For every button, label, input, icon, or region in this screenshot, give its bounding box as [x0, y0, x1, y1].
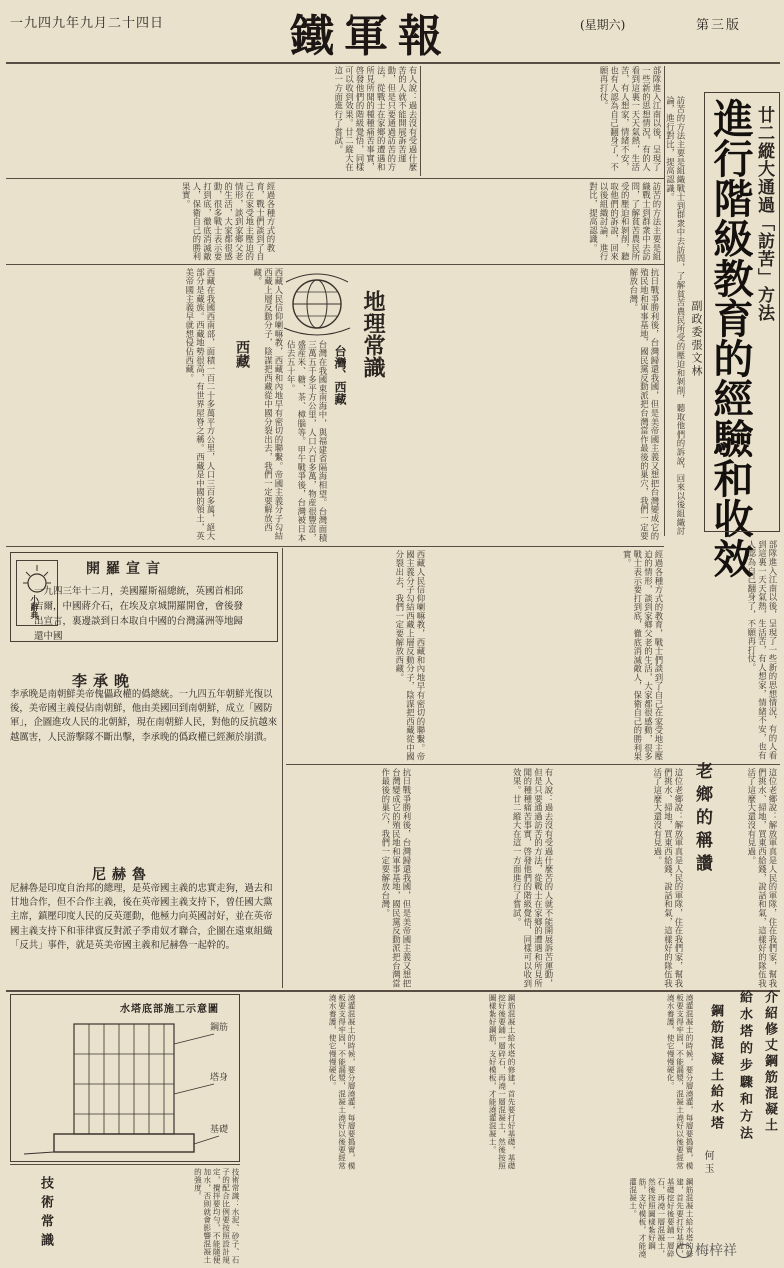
- geography-column: 西藏在我國西南部，面積一百二十多萬平方公里，人口三百多萬，絕大部分是藏族。西藏地勢很高，有世界屋脊之稱。西藏是中國的領土，英美帝國主義早就想侵佔西藏。: [184, 268, 216, 541]
- top-left-article: 有人說：過去沒有受過什麼苦的人就不能開展訴苦運動，但是只要通過訪苦的方法，從戰士在家鄉的遭遇和所見所聞的種種痛苦事實，啓發他們的階級覺悟，同樣可以收到效果。廿二縱大在這一方面進行了嘗試。: [333, 66, 418, 172]
- headline-frame: [704, 92, 780, 578]
- old-article-title: 老鄉的稱讚: [692, 762, 712, 877]
- lead-article: 訪苦的方法主要是組織戰士到群衆中去訪問，了解貧苦農民所受的壓迫和剝削，聽取他們的訴說，回來以後組織討論，進行對比，提高認識。: [665, 96, 686, 536]
- section-rule: [6, 264, 664, 265]
- old-article-body: 這位老鄉說：解放軍真是人民的軍隊，住在我們家，幫我們挑水、掃地，買東西給錢，說話和氣，這樣好的隊伍我活了這麼大還沒有見過。: [652, 768, 684, 988]
- water-tower-title: 介紹修丈鋼筋混凝土: [762, 990, 777, 1134]
- technique-article: 澆灌混凝土的時候，要分層澆灌，每層要搗實，模板要支得牢固，不能漏漿，混凝土澆好以後要經常澆水養護，使它慢慢硬化。: [328, 994, 356, 1170]
- article-block: 訪苦的方法主要是組織戰士到群衆中去訪問，了解貧苦農民所受的壓迫和剝削，聽取他們的訴說，回來以後組織討論，進行對比，提高認識。: [588, 182, 662, 262]
- water-tower-diagram: [14, 1014, 236, 1160]
- headline-author: 副政委張文林: [690, 300, 703, 378]
- section-rule: [6, 990, 780, 992]
- middle-article: 有人說：過去沒有受過什麼苦的人就不能開展訴苦運動，但是只要通過訪苦的方法，從戰士在家鄉的遭遇和所見所聞的種種痛苦事實，啓發他們的階級覺悟，同樣可以收到效果。廿二縱大在這一方面進行了嘗試。: [512, 768, 554, 988]
- top-right-article: 部隊進入江南以後，呈現了一些新的思想情況，有的人看到這裏一天天氣熱，生活苦，有人想家，情緒不安，也有人認為自己翻身了，不願再打仗。: [599, 66, 662, 172]
- water-tower-subtitle: 給水塔的步驟和方法: [737, 990, 752, 1143]
- section-rule: [6, 178, 664, 179]
- nehru-text: 尼赫魯是印度自治邦的總理，是英帝國主義的忠實走狗，過去和甘地合作，但不合作主義，後在英帝國主義支持下，曾任國大黨主席，鎮壓印度人民的反英運動，他極力向英國討好，並在英帝國主義支持下和菲律賓反對派子季甫奴才聯合，企圖在遠東組織「反共」事件，就是英美帝國主義和尼赫魯一起幹的。: [10, 883, 273, 951]
- geography-lead: 台灣、西藏: [333, 345, 347, 405]
- right-article: 這位老鄉說：解放軍真是人民的軍隊，住在我們家，幫我們挑水、掃地，買東西給錢，說話和氣，這樣好的隊伍我活了這麼大還沒有見過。: [746, 768, 778, 988]
- nehru-heading: 尼赫魯: [92, 867, 152, 883]
- diagram-label: 鋼筋: [210, 1023, 229, 1033]
- middle-article: 經過各種方式的教育，戰士們談到了自己在家受地主壓迫的情形，談到家鄉父老的生活，大家都很感動，很多戰士表示要打到底，徹底消滅敵人，保衛自己的勝利果實。: [622, 550, 664, 761]
- tech-title: 技術常識: [38, 1176, 53, 1252]
- middle-article: 西藏人民信仰喇嘛教，西藏和內地早有密切的聯繫。帝國主義分子勾結西藏上層反動分子，陰謀把西藏從中國分裂出去，我們一定要解放西藏。: [394, 550, 426, 761]
- geography-column: 台灣在我國東南海中，與福建省隔海相望。台灣面積三萬五千多平方公里，人口六百多萬，物産很豐富，盛産米、糖、茶、樟腦等。甲午戰爭後，台灣被日本佔去五十年。: [286, 340, 328, 543]
- cairo-text: 一九四三年十二月，美國羅斯福總統，英國首相邱吉爾，中國蔣介石，在埃及京城開羅開會，會後發出宣言，裏邊談到日本取自中國的台灣滿洲等地歸還中國: [34, 586, 244, 642]
- globe-icon: [280, 268, 354, 338]
- taiwan-article: 抗日戰爭勝利後，台灣歸還我國，但是美帝國主義又想把台灣變成它的殖民地和軍事基地，國民黨反動派把台灣當作最後的巢穴，我們一定要解放台灣。: [628, 268, 660, 541]
- diagram-label: 塔身: [210, 1073, 229, 1083]
- diagram-label: 基礎: [210, 1125, 229, 1135]
- column-rule: [282, 548, 283, 988]
- column-rule: [420, 66, 421, 176]
- xizang-heading: 西藏: [234, 340, 250, 368]
- right-article: 部隊進入江南以後，呈現了一些新的思想情況，有的人看到這裏一天天氣熱，生活苦，有人想家，情緒不安，也有人認為自己翻身了，不願再打仗。: [746, 540, 778, 760]
- water-tower-author: 何玉: [702, 1150, 713, 1176]
- masthead-date: 一九四九年九月二十四日: [10, 16, 165, 31]
- technique-article: 澆灌混凝土的時候，要分層澆灌，每層要搗實，模板要支得牢固，不能漏漿，混凝土澆好以後要經常澆水養護，使它慢慢硬化。: [666, 994, 694, 1170]
- geography-column: 西藏人民信仰喇嘛教，西藏和內地早有密切的聯繫。帝國主義分子勾結西藏上層反動分子，陰謀把西藏從中國分裂出去，我們一定要解放西藏。: [252, 268, 284, 541]
- li-chengwan-text: 李承晚是南朝鮮美帝傀儡政權的僞總統。一九四五年朝鮮光復以後，美帝國主義侵佔南朝鮮，他由美國回到南朝鮮，成立「國防軍」，企圖進攻人民的北朝鮮，現在南朝鮮人民，對他的反抗越來越厲害，人民游擊隊不斷出擊，李承晚的僞政權已經瀕於崩潰。: [10, 689, 278, 743]
- watermark: 梅梓祥: [676, 1240, 737, 1260]
- masthead-title: 鐵軍報: [290, 11, 452, 62]
- article-block: 經過各種方式的教育，戰士們談到了自己在家受地主壓迫的情形，談到家鄉父老的生活，大家都很感動，很多戰士表示要打到底，徹底消滅敵人，保衛自己的勝利果實。: [181, 182, 276, 262]
- geography-title: 地理常識: [360, 290, 386, 378]
- badge-label: 小辭典: [30, 595, 40, 619]
- technique-article: 鋼筋混凝土給水塔的修建，首先要打好基礎，基礎挖好後要鋪一層碎石，再澆一層混凝土，然後按照圖樣紮好鋼筋，支好模板，才能澆灌混凝土。: [488, 994, 516, 1170]
- section-rule: [6, 546, 664, 547]
- header-rule: [6, 62, 780, 64]
- cairo-title: 開羅宣言: [86, 561, 166, 577]
- wechat-icon: [676, 1244, 692, 1258]
- li-chengwan-heading: 李承晚: [72, 672, 136, 690]
- masthead-page: 第三版: [696, 18, 742, 33]
- technique-article: 鋼筋混凝土給水塔的修建，首先要打好基礎，基礎挖好後要鋪一層碎石，再澆一層混凝土，然後按照圖樣紮好鋼筋，支好模板，才能澆灌混凝土。: [628, 1178, 694, 1258]
- middle-article: 抗日戰爭勝利後，台灣歸還我國，但是美帝國主義又想把台灣變成它的殖民地和軍事基地，國民黨反動派把台灣當作最後的巢穴，我們一定要解放台灣。: [380, 768, 412, 988]
- main-headline: 進行階級教育的經驗和收效: [707, 98, 754, 578]
- section-rule: [10, 1164, 240, 1165]
- water-tower-heading: 鋼筋混凝土給水塔: [708, 1004, 723, 1132]
- kicker-headline: 廿二縱大通過「訪苦」方法: [754, 106, 774, 322]
- diagram-title: 水塔底部施工示意圖: [120, 1004, 219, 1015]
- tech-article: 技術常識：水泥、砂子、石子的配合比例要按照設計規定，攪拌要均勻，不能隨便加水，否則就會影響混凝土的強度。: [193, 1168, 240, 1264]
- masthead-issue: (星期六): [580, 18, 626, 32]
